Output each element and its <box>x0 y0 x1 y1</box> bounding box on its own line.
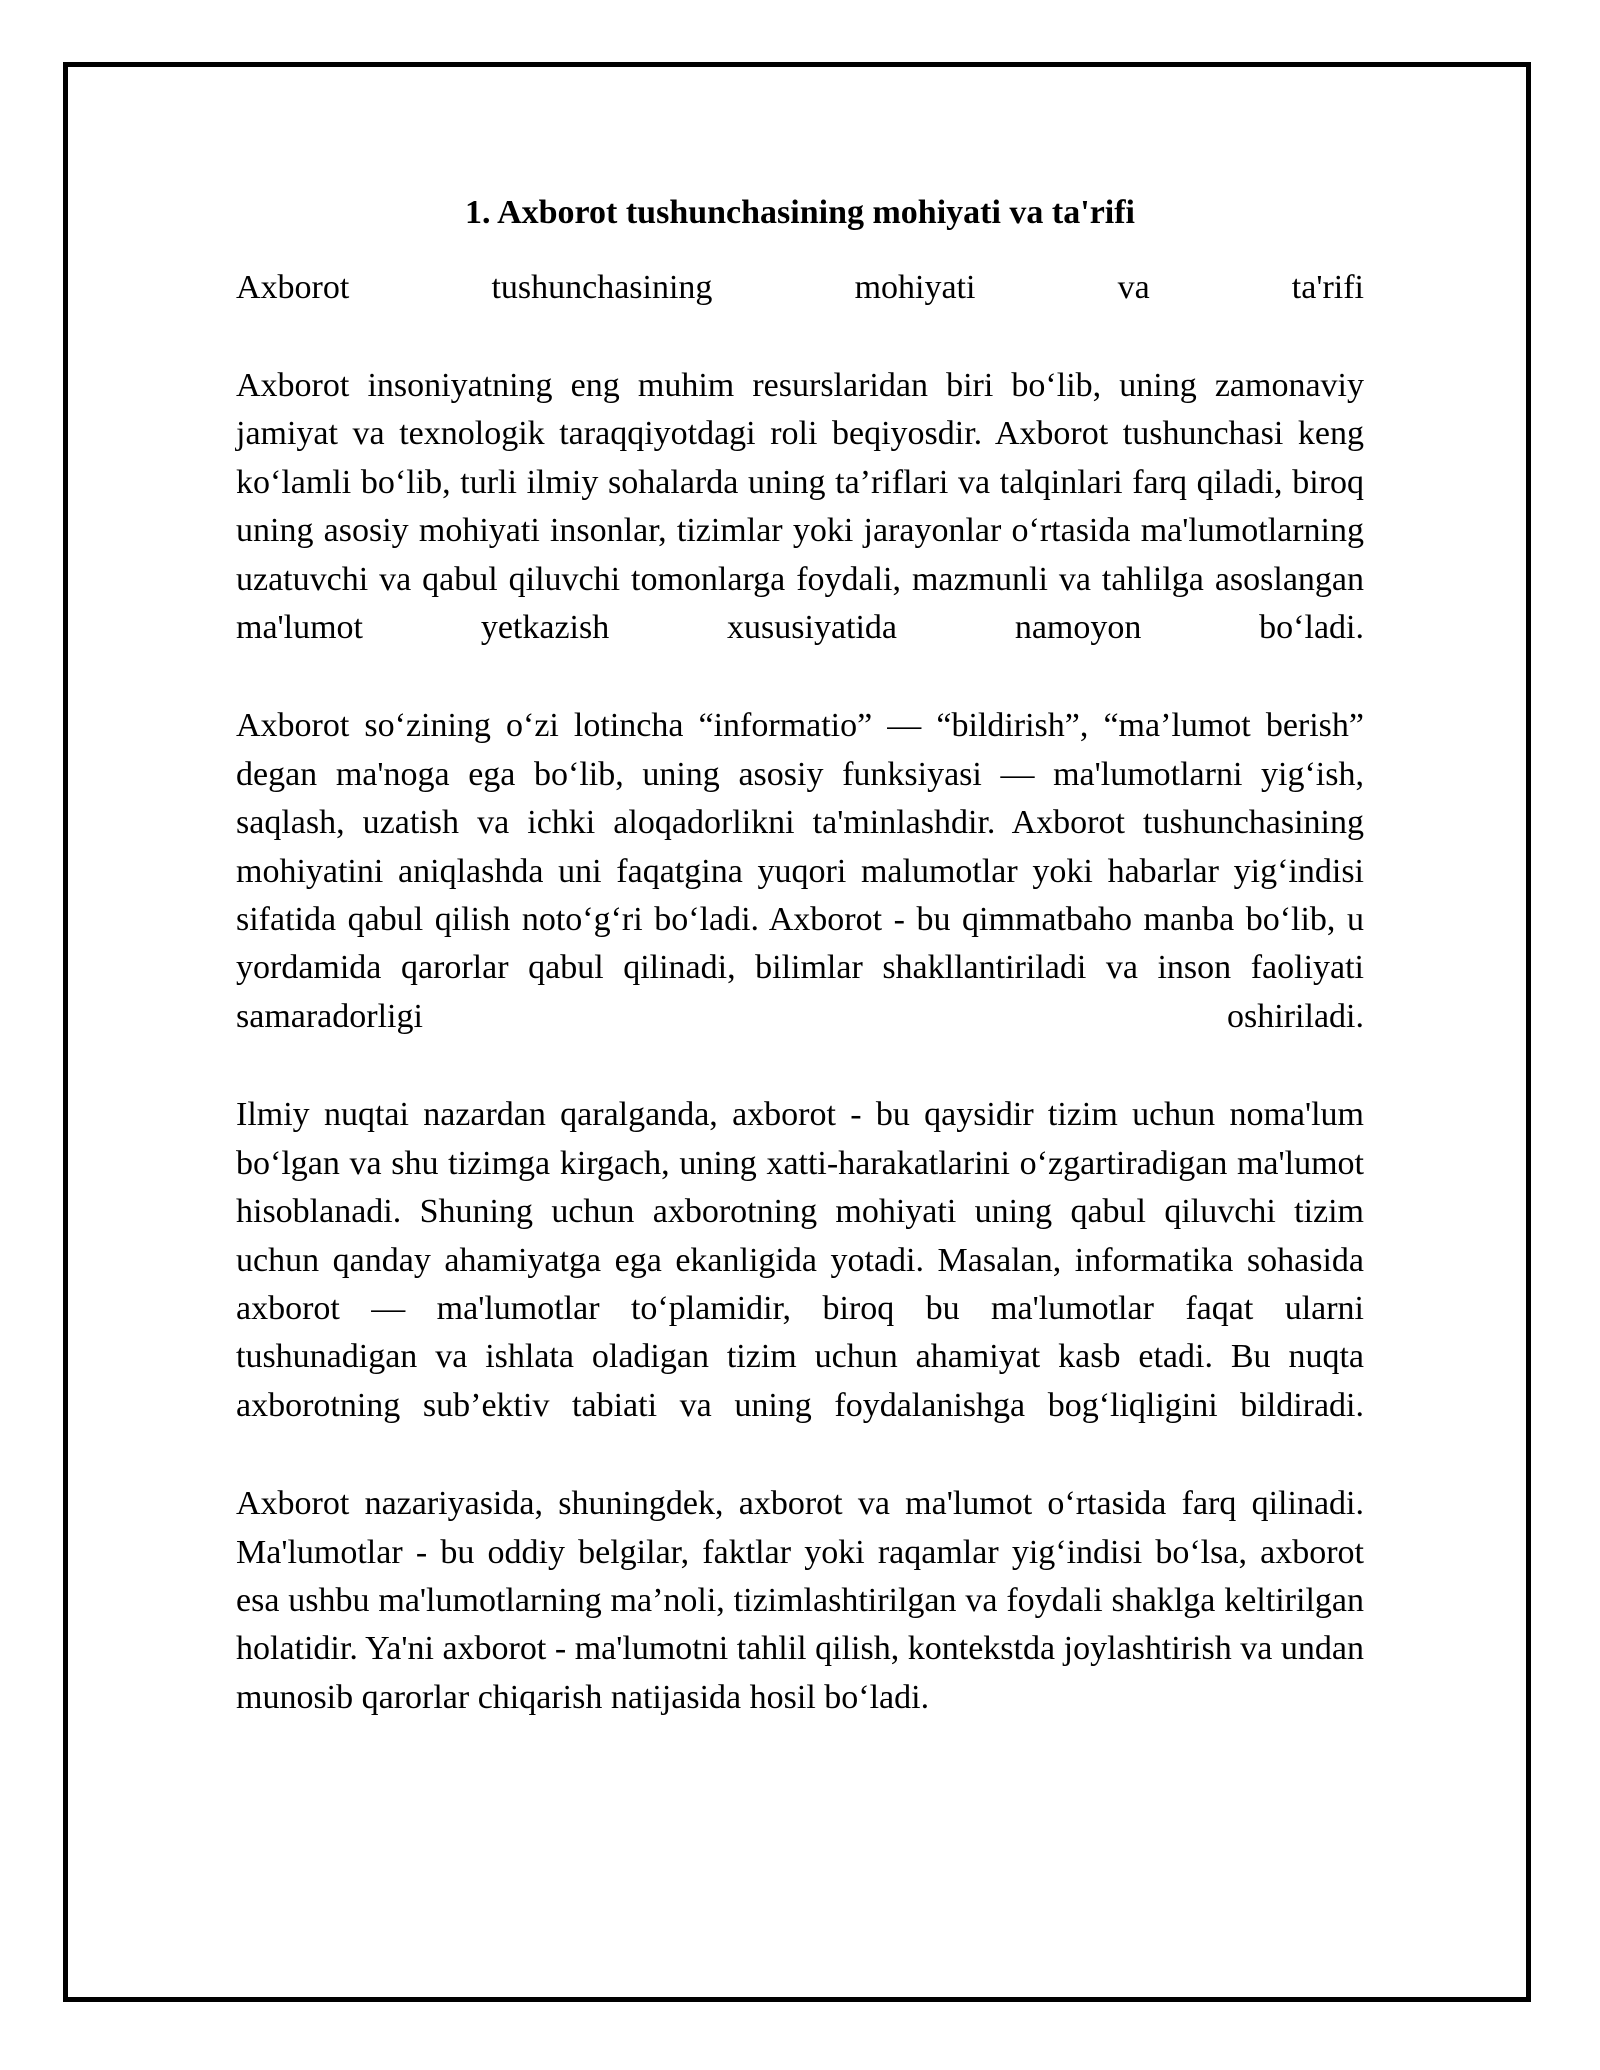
paragraph-3: Ilmiy nuqtai nazardan qaralganda, axborot - bu qaysidir tizim uchun noma'lum bo‘lgan va shu tizimga kirgach, uning xatti-harakatlarini o‘zgartiradigan ma'lumot hisoblanadi. Shuning uchun axborotning mohiyati uning qabul qiluvchi tizim uchun qanday ahamiyatga ega ekanligida yotadi. Masalan, informatika sohasida axborot — ma'lumotlar to‘plamidir, biroq bu ma'lumotlar faqat ularni tushunadigan va ishlata oladigan tizim uchun ahamiyat kasb etadi. Bu nuqta axborotning sub’ektiv tabiati va uning foydalanishga bog‘liqligini bildiradi. <box>236 1096 1364 1424</box>
document-subtitle: Axborot tushunchasining mohiyati va ta'rifi <box>236 269 1364 306</box>
paragraph-1: Axborot insoniyatning eng muhim resurslaridan biri bo‘lib, uning zamonaviy jamiyat va texnologik taraqqiyotdagi roli beqiyosdir. Axborot tushunchasi keng ko‘lamli bo‘lib, turli ilmiy sohalarda uning ta’riflari va talqinlari farq qiladi, biroq uning asosiy mohiyati insonlar, tizimlar yoki jarayonlar o‘rtasida ma'lumotlarning uzatuvchi va qabul qiluvchi tomonlarga foydali, mazmunli va tahlilga asoslangan ma'lumot yetkazish xususiyatida namoyon bo‘ladi. <box>236 367 1364 647</box>
document-title: 1. Axborot tushunchasining mohiyati va ta'rifi <box>464 194 1136 231</box>
paragraph-4: Axborot nazariyasida, shuningdek, axborot va ma'lumot o‘rtasida farq qilinadi. Ma'lumotlar - bu oddiy belgilar, faktlar yoki raqamlar yig‘indisi bo‘lsa, axborot esa ushbu ma'lumotlarning ma’noli, tizimlashtirilgan va foydali shaklga keltirilgan holatidir. Ya'ni axborot - ma'lumotni tahlil qilish, kontekstda joylashtirish va undan munosib qarorlar chiqarish natijasida hosil bo‘ladi. <box>236 1485 1364 1716</box>
document-body <box>236 190 1364 1722</box>
paragraph-2: Axborot so‘zining o‘zi lotincha “informatio” — “bildirish”, “ma’lumot berish” degan ma'noga ega bo‘lib, uning asosiy funksiyasi — ma'lumotlarni yig‘ish, saqlash, uzatish va ichki aloqadorlikni ta'minlashdir. Axborot tushunchasining mohiyatini aniqlashda uni faqatgina yuqori malumotlar yoki habarlar yig‘indisi sifatida qabul qilish noto‘g‘ri bo‘ladi. Axborot - bu qimmatbaho manba bo‘lib, u yordamida qarorlar qabul qilinadi, bilimlar shakllantiriladi va inson faoliyati samaradorligi oshiriladi. <box>236 707 1364 1035</box>
